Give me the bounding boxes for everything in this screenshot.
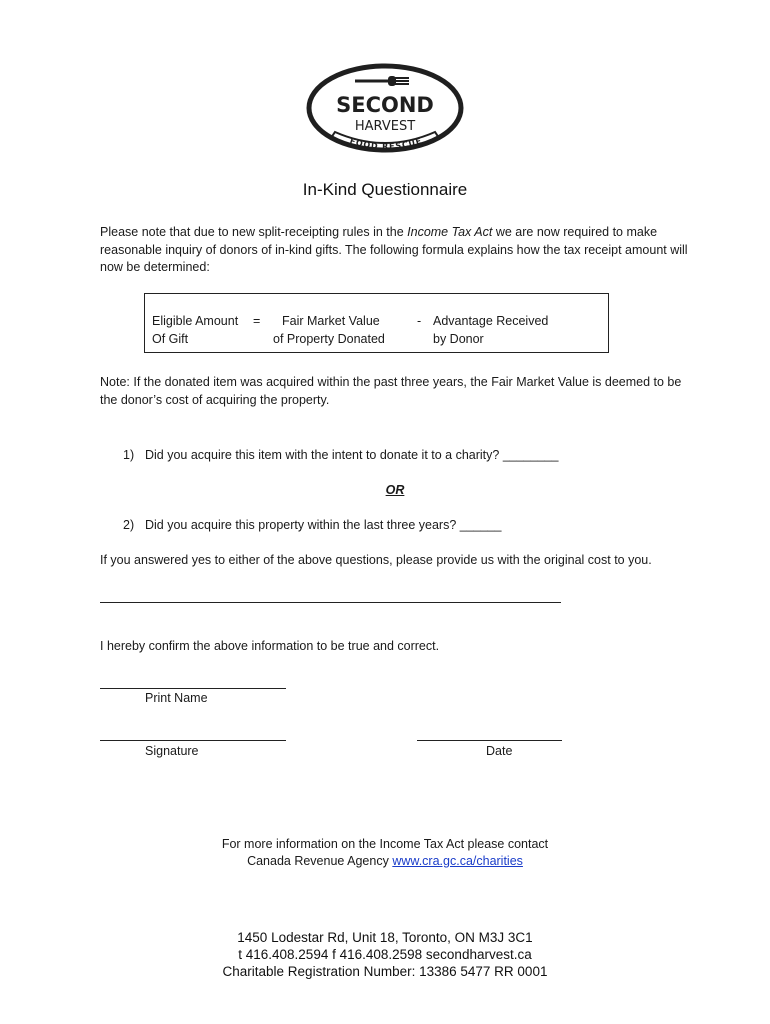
- date-label: Date: [486, 744, 513, 758]
- logo-food-rescue-text: FOOD RESCUE: [348, 136, 424, 152]
- cra-label: Canada Revenue Agency: [247, 854, 393, 868]
- question-1-number: 1): [123, 448, 135, 462]
- footer-contact-numbers: t 416.408.2594 f 416.408.2598 secondharvest.ca: [238, 947, 532, 962]
- logo-emblem: [305, 62, 465, 162]
- original-cost-answer-line[interactable]: [100, 589, 561, 603]
- footer-address: 1450 Lodestar Rd, Unit 18, Toronto, ON M3J 3C1: [237, 930, 533, 945]
- cra-contact-line: [0, 853, 770, 871]
- logo-second-text: SECOND: [336, 93, 434, 117]
- intro-text-before: Please note that due to new split-receipting rules in the: [100, 225, 408, 239]
- fork-icon: [355, 77, 409, 85]
- footer-charitable-registration: Charitable Registration Number: 13386 5477 RR 0001: [222, 964, 548, 979]
- formula-advantage-line1: Advantage Received: [433, 314, 549, 328]
- formula-advantage-line2: by Donor: [433, 332, 484, 346]
- signature-line[interactable]: [100, 727, 286, 741]
- print-name-line[interactable]: [100, 675, 286, 689]
- print-name-label: Print Name: [145, 691, 208, 705]
- date-line[interactable]: [417, 727, 562, 741]
- intro-paragraph: [100, 224, 690, 277]
- formula-fmv-line2: of Property Donated: [273, 332, 385, 346]
- formula-eligible-line1: Eligible Amount: [152, 314, 239, 328]
- logo-harvest-text: HARVEST: [354, 119, 416, 134]
- formula-box: [144, 293, 609, 353]
- page-title: In-Kind Questionnaire: [302, 180, 468, 199]
- question-1-text[interactable]: Did you acquire this item with the intent to donate it to a charity? ________: [145, 448, 559, 462]
- intro-text-after: we are now required to make reasonable inquiry of donors of in-kind gifts. The following formula explains how the tax receipt amount will now be determined:: [100, 225, 688, 274]
- income-tax-act-italic: Income Tax Act: [407, 225, 493, 239]
- question-2-number: 2): [123, 518, 135, 532]
- original-cost-instruction: If you answered yes to either of the above questions, please provide us with the original cost to you.: [100, 553, 652, 567]
- or-separator: OR: [385, 483, 405, 497]
- signature-label: Signature: [145, 744, 199, 758]
- fair-market-value-note: Note: If the donated item was acquired within the past three years, the Fair Market Value is deemed to be the donor’s cost of acquiring the property.: [100, 375, 682, 407]
- formula-minus-sign: -: [417, 314, 422, 328]
- cra-charities-link[interactable]: www.cra.gc.ca/charities: [392, 854, 523, 868]
- formula-fmv-line1: Fair Market Value: [282, 314, 380, 328]
- more-info-line: For more information on the Income Tax Act please contact: [221, 837, 549, 851]
- question-2-text[interactable]: Did you acquire this property within the last three years? ______: [145, 518, 502, 532]
- formula-eligible-line2: Of Gift: [152, 332, 189, 346]
- formula-equals-sign: =: [253, 314, 261, 328]
- confirmation-statement: I hereby confirm the above information to be true and correct.: [100, 639, 440, 653]
- second-harvest-logo: [305, 62, 465, 162]
